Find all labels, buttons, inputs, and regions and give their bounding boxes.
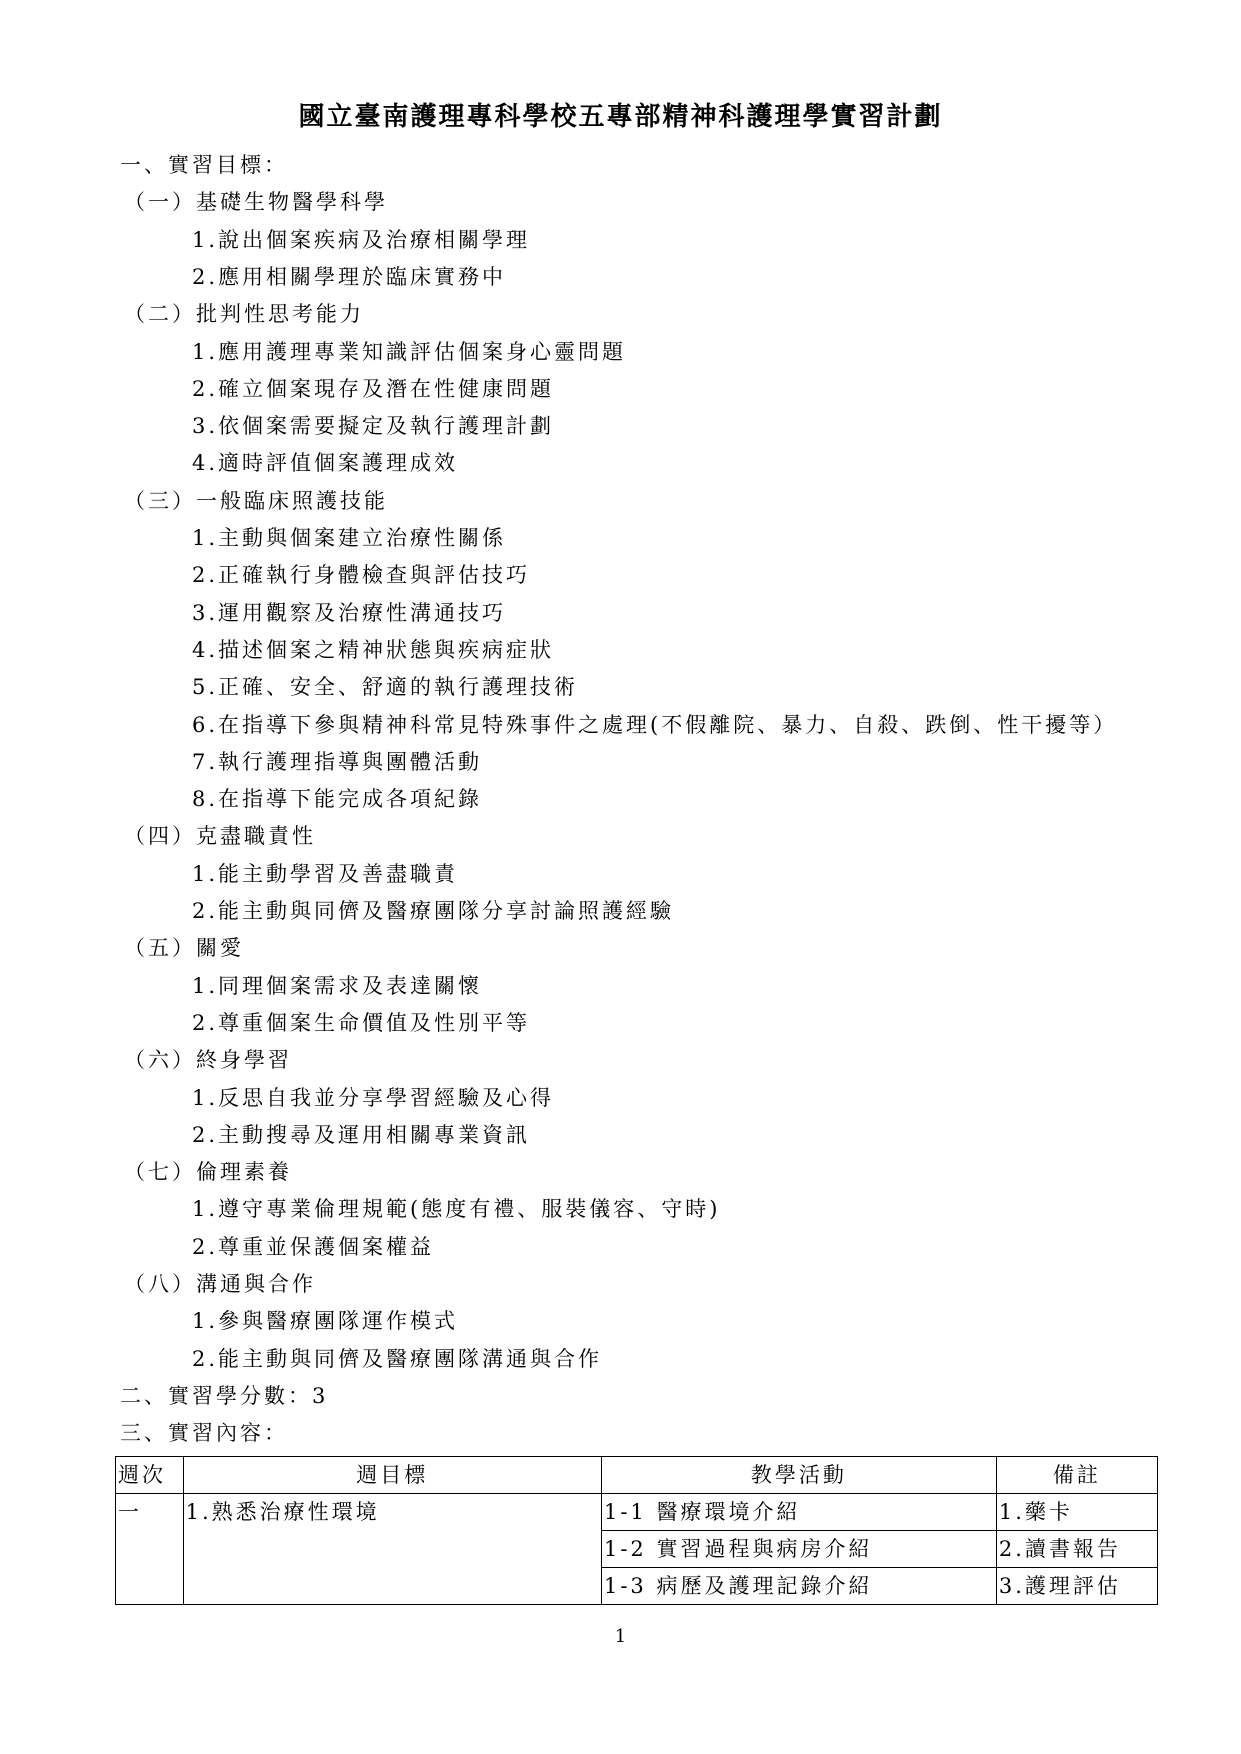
header-teaching-activity: 教學活動 — [601, 1457, 996, 1494]
list-item: 3.依個案需要擬定及執行護理計劃 — [192, 414, 555, 439]
subsection-heading: （八）溝通與合作 — [124, 1272, 316, 1296]
cell-goal: 1.熟悉治療性環境 — [183, 1494, 601, 1531]
section-heading: 一、實習目標： — [120, 153, 288, 177]
cell-note: 1.藥卡 — [996, 1494, 1157, 1531]
list-item: 1.反思自我並分享學習經驗及心得 — [192, 1085, 555, 1110]
cell-activity: 1-3 病歷及護理記錄介紹 — [601, 1568, 996, 1605]
document-title: 國立臺南護理專科學校五專部精神科護理學實習計劃 — [298, 102, 943, 132]
list-item: 2.能主動與同儕及醫療團隊分享討論照護經驗 — [192, 899, 675, 923]
cell-week — [116, 1568, 184, 1605]
list-item: 1.主動與個案建立治療性關係 — [192, 526, 507, 550]
list-item: 2.能主動與同儕及醫療團隊溝通與合作 — [192, 1346, 603, 1371]
page-number: 1 — [614, 1626, 627, 1647]
list-item: 1.說出個案疾病及治療相關學理 — [192, 227, 531, 252]
header-weekly-goal: 週目標 — [183, 1457, 601, 1494]
subsection-heading: （一）基礎生物醫學科學 — [124, 190, 388, 215]
list-item: 1.應用護理專業知識評估個案身心靈問題 — [192, 339, 627, 364]
cell-week — [116, 1531, 184, 1568]
list-item: 8.在指導下能完成各項紀錄 — [192, 787, 483, 812]
subsection-heading: （二）批判性思考能力 — [124, 302, 364, 327]
cell-note: 3.護理評估 — [996, 1568, 1157, 1605]
header-remarks: 備註 — [996, 1457, 1157, 1494]
cell-activity: 1-2 實習過程與病房介紹 — [601, 1531, 996, 1568]
list-item: 3.運用觀察及治療性溝通技巧 — [192, 600, 507, 625]
list-item: 1.同理個案需求及表達關懷 — [192, 973, 483, 998]
section-heading: 二、實習學分數：3 — [120, 1383, 329, 1408]
list-item: 2.正確執行身體檢查與評估技巧 — [192, 563, 531, 588]
subsection-heading: （三）一般臨床照護技能 — [124, 488, 388, 513]
table-row — [116, 1531, 1158, 1568]
cell-note: 2.讀書報告 — [996, 1531, 1157, 1568]
list-item: 1.遵守專業倫理規範(態度有禮、服裝儀容、守時) — [192, 1197, 721, 1222]
practicum-content-table — [115, 1456, 1158, 1605]
list-item: 5.正確、安全、舒適的執行護理技術 — [192, 675, 579, 700]
section-heading: 三、實習內容： — [120, 1421, 288, 1446]
table-row — [116, 1494, 1158, 1531]
list-item: 1.能主動學習及善盡職責 — [192, 861, 459, 886]
list-item: 1.參與醫療團隊運作模式 — [192, 1309, 459, 1334]
table-row — [116, 1568, 1158, 1605]
subsection-heading: （六）終身學習 — [124, 1048, 292, 1073]
list-item: 2.尊重個案生命價值及性別平等 — [192, 1010, 531, 1035]
header-week: 週次 — [116, 1457, 184, 1494]
subsection-heading: （五）關愛 — [124, 936, 244, 961]
cell-activity: 1-1 醫療環境介紹 — [601, 1494, 996, 1531]
cell-goal — [183, 1531, 601, 1568]
list-item: 4.適時評值個案護理成效 — [192, 451, 459, 476]
list-item: 2.確立個案現存及潛在性健康問題 — [192, 376, 555, 401]
list-item: 2.應用相關學理於臨床實務中 — [192, 264, 507, 289]
cell-week: 一 — [116, 1494, 184, 1531]
list-item: 4.描述個案之精神狀態與疾病症狀 — [192, 637, 555, 662]
subsection-heading: （四）克盡職責性 — [124, 824, 316, 849]
table-header-row — [116, 1457, 1158, 1494]
list-item: 6.在指導下參與精神科常見特殊事件之處理(不假離院、暴力、自殺、跌倒、性干擾等） — [192, 712, 1118, 737]
list-item: 2.主動搜尋及運用相關專業資訊 — [192, 1122, 531, 1147]
cell-goal — [183, 1568, 601, 1605]
list-item: 2.尊重並保護個案權益 — [192, 1234, 435, 1259]
list-item: 7.執行護理指導與團體活動 — [192, 749, 483, 774]
subsection-heading: （七）倫理素養 — [124, 1160, 292, 1185]
